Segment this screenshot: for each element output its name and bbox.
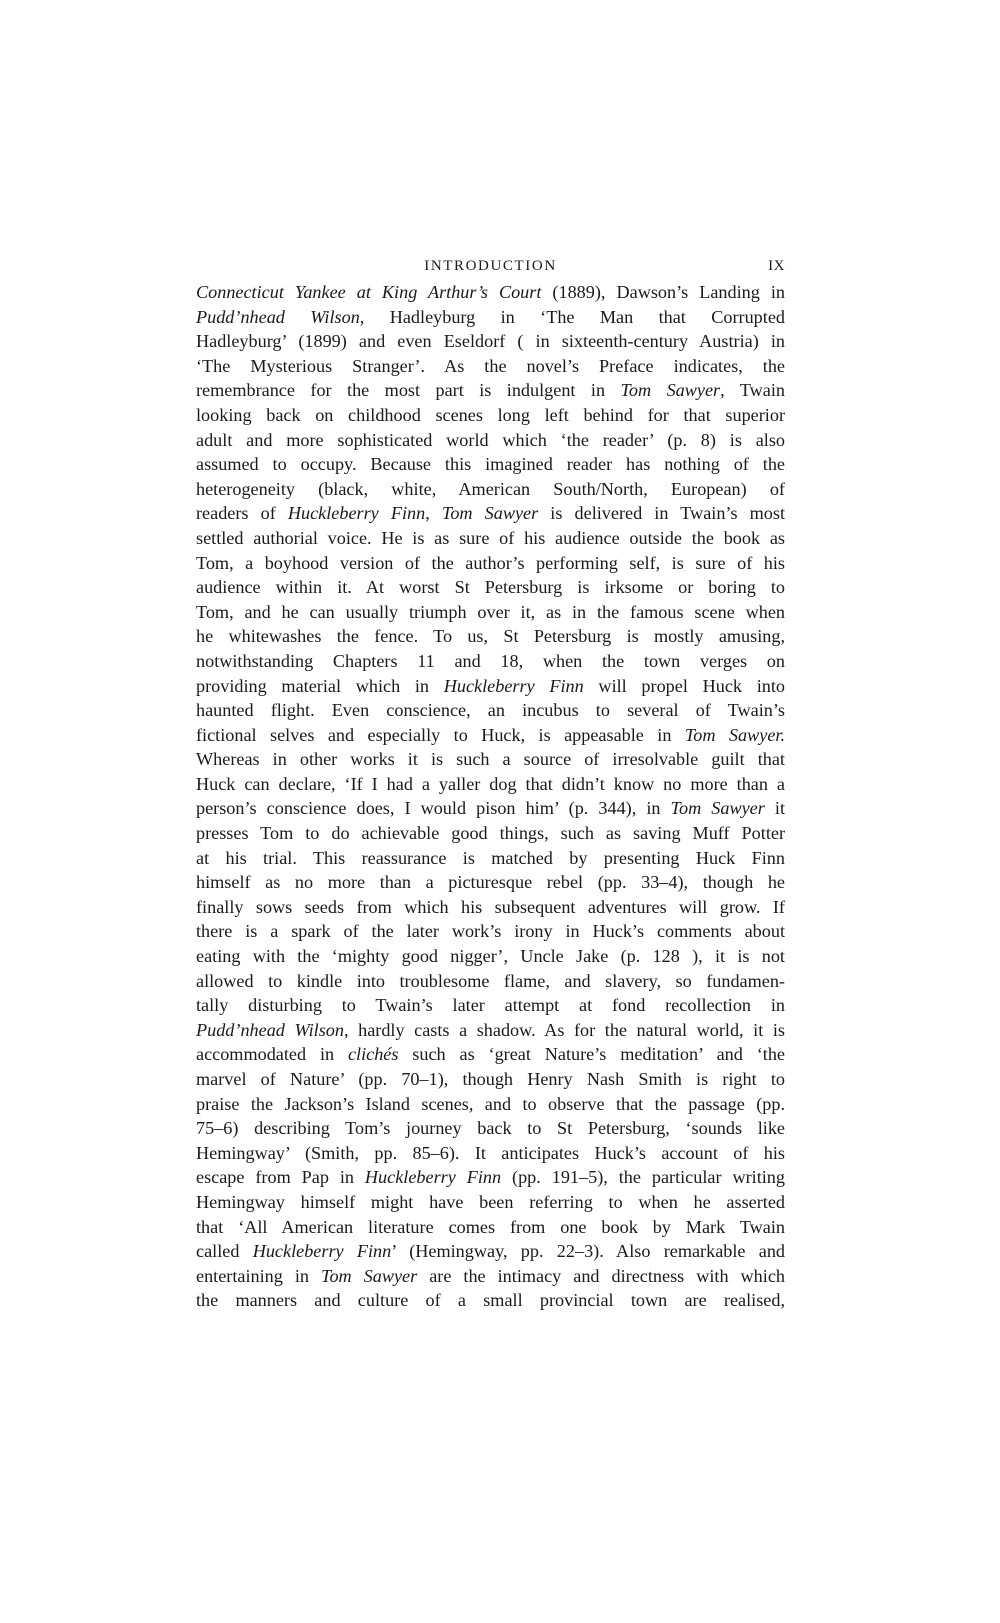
text-line bbox=[196, 428, 785, 453]
text-line bbox=[196, 526, 785, 551]
text-run: Hemingway himself might have been referring to when he asserted bbox=[196, 1191, 785, 1212]
text-line bbox=[196, 649, 785, 674]
italic-title-text: Huckleberry Finn bbox=[252, 1241, 392, 1262]
text-run: tally disturbing to Twain’s later attempt at fond recollection in bbox=[196, 995, 785, 1016]
text-line bbox=[196, 1092, 785, 1117]
italic-title-text: Huckleberry Finn bbox=[287, 503, 426, 524]
italic-title-text: Tom Sawyer bbox=[321, 1265, 418, 1286]
text-run: heterogeneity (black, white, American South/North, European) of bbox=[196, 478, 785, 499]
text-line bbox=[196, 870, 785, 895]
italic-title-text: Huckleberry Finn bbox=[443, 675, 584, 696]
text-line bbox=[196, 895, 785, 920]
text-run: entertaining in bbox=[196, 1265, 321, 1286]
italic-title-text: Tom Sawyer. bbox=[684, 724, 785, 745]
text-line bbox=[196, 1042, 785, 1067]
text-run: Hadleyburg’ (1899) and even Eseldorf ( in sixteenth-century Austria) in bbox=[196, 331, 785, 352]
text-run: , bbox=[425, 503, 442, 524]
text-run: , Hadleyburg in ‘The Man that Corrupted bbox=[359, 306, 785, 327]
text-line bbox=[196, 1288, 785, 1313]
text-line bbox=[196, 674, 785, 699]
page-number: IX bbox=[768, 258, 785, 274]
text-line bbox=[196, 919, 785, 944]
italic-title-text: Tom Sawyer bbox=[620, 380, 721, 401]
text-line bbox=[196, 846, 785, 871]
text-line bbox=[196, 1264, 785, 1289]
text-line bbox=[196, 575, 785, 600]
text-line bbox=[196, 403, 785, 428]
text-run: adult and more sophisticated world which ‘the reader’ (p. 8) is also bbox=[196, 429, 785, 450]
running-head bbox=[196, 258, 785, 280]
text-line bbox=[196, 969, 785, 994]
italic-title-text: Connecticut Yankee at King Arthur’s Court bbox=[196, 282, 542, 302]
text-run: , Twain bbox=[720, 380, 785, 401]
text-run: Tom, and he can usually triumph over it, as in the famous scene when bbox=[196, 601, 785, 622]
text-run: there is a spark of the later work’s irony in Huck’s comments about bbox=[196, 921, 785, 942]
text-run: praise the Jackson’s Island scenes, and to observe that the passage (pp. bbox=[196, 1093, 785, 1114]
text-line bbox=[196, 378, 785, 403]
text-line bbox=[196, 624, 785, 649]
body-text bbox=[196, 280, 785, 1313]
text-run: escape from Pap in bbox=[196, 1167, 365, 1188]
text-run: (1889), Dawson’s Landing in bbox=[541, 282, 785, 302]
text-line bbox=[196, 452, 785, 477]
text-run: is delivered in Twain’s most bbox=[538, 503, 785, 524]
text-run: looking back on childhood scenes long left behind for that superior bbox=[196, 404, 785, 425]
text-run: providing material which in bbox=[196, 675, 444, 696]
text-run: ’ (Hemingway, pp. 22–3). Also remarkable and bbox=[391, 1241, 785, 1262]
text-line bbox=[196, 329, 785, 354]
text-line bbox=[196, 305, 785, 330]
text-run: Whereas in other works it is such a source of irresolvable guilt that bbox=[196, 749, 785, 770]
text-line bbox=[196, 1141, 785, 1166]
text-run: Hemingway’ (Smith, pp. 85–6). It anticipates Huck’s account of his bbox=[196, 1142, 785, 1163]
text-run: readers of bbox=[196, 503, 288, 524]
italic-title-text: Tom Sawyer bbox=[441, 503, 539, 524]
text-line bbox=[196, 551, 785, 576]
text-line bbox=[196, 354, 785, 379]
text-run: 75–6) describing Tom’s journey back to St Petersburg, ‘sounds like bbox=[196, 1118, 785, 1139]
text-line bbox=[196, 1116, 785, 1141]
italic-title-text: Tom Sawyer bbox=[670, 798, 765, 819]
text-line bbox=[196, 280, 785, 305]
text-line bbox=[196, 1215, 785, 1240]
text-run: Tom, a boyhood version of the author’s performing self, is sure of his bbox=[196, 552, 785, 573]
text-run: , hardly casts a shadow. As for the natural world, it is bbox=[343, 1019, 785, 1040]
text-run: are the intimacy and directness with which bbox=[417, 1265, 785, 1286]
text-run: notwithstanding Chapters 11 and 18, when the town verges on bbox=[196, 650, 785, 671]
text-line bbox=[196, 1165, 785, 1190]
text-line bbox=[196, 944, 785, 969]
text-run: accommodated in bbox=[196, 1044, 348, 1065]
text-run: marvel of Nature’ (pp. 70–1), though Henry Nash Smith is right to bbox=[196, 1069, 785, 1089]
text-line bbox=[196, 477, 785, 502]
text-line bbox=[196, 747, 785, 772]
text-run: that ‘All American literature comes from one book by Mark Twain bbox=[196, 1216, 785, 1237]
text-run: person’s conscience does, I would pison him’ (p. 344), in bbox=[196, 798, 671, 819]
italic-title-text: Pudd’nhead Wilson bbox=[196, 1019, 344, 1040]
text-line bbox=[196, 600, 785, 625]
text-line bbox=[196, 1190, 785, 1215]
text-run: ‘The Mysterious Stranger’. As the novel’s Preface indicates, the bbox=[196, 355, 785, 376]
italic-title-text: clichés bbox=[347, 1044, 399, 1065]
text-line bbox=[196, 723, 785, 748]
text-run: the manners and culture of a small provincial town are realised, bbox=[196, 1290, 785, 1311]
text-line bbox=[196, 993, 785, 1018]
text-line bbox=[196, 501, 785, 526]
text-run: at his trial. This reassurance is matched by presenting Huck Finn bbox=[196, 847, 785, 868]
book-page bbox=[196, 258, 785, 1313]
text-line bbox=[196, 796, 785, 821]
text-line bbox=[196, 1067, 785, 1092]
italic-title-text: Pudd’nhead Wilson bbox=[196, 306, 360, 327]
text-run: it bbox=[764, 798, 785, 819]
text-run: haunted flight. Even conscience, an incubus to several of Twain’s bbox=[196, 700, 785, 721]
text-run: audience within it. At worst St Petersburg is irksome or boring to bbox=[196, 577, 785, 598]
text-line bbox=[196, 772, 785, 797]
text-line bbox=[196, 821, 785, 846]
text-run: remembrance for the most part is indulgent in bbox=[196, 380, 621, 401]
text-run: such as ‘great Nature’s meditation’ and ‘the bbox=[398, 1044, 785, 1065]
text-run: called bbox=[196, 1241, 253, 1262]
text-run: presses Tom to do achievable good things, such as saving Muff Potter bbox=[196, 823, 785, 844]
text-run: finally sows seeds from which his subsequent adventures will grow. If bbox=[196, 896, 785, 917]
text-run: (pp. 191–5), the particular writing bbox=[501, 1167, 785, 1188]
text-run: will propel Huck into bbox=[583, 675, 785, 696]
text-run: eating with the ‘mighty good nigger’, Uncle Jake (p. 128 ), it is not bbox=[196, 946, 785, 967]
text-line bbox=[196, 698, 785, 723]
text-run: assumed to occupy. Because this imagined reader has nothing of the bbox=[196, 454, 785, 475]
running-title: INTRODUCTION bbox=[424, 258, 557, 274]
text-run: settled authorial voice. He is as sure of his audience outside the book as bbox=[196, 527, 785, 548]
text-run: himself as no more than a picturesque rebel (pp. 33–4), though he bbox=[196, 872, 785, 893]
text-run: allowed to kindle into troublesome flame, and slavery, so fundamen- bbox=[196, 970, 785, 991]
text-line bbox=[196, 1018, 785, 1043]
text-line bbox=[196, 1239, 785, 1264]
text-run: he whitewashes the fence. To us, St Petersburg is mostly amusing, bbox=[196, 626, 785, 647]
text-run: Huck can declare, ‘If I had a yaller dog that didn’t know no more than a bbox=[196, 773, 785, 794]
italic-title-text: Huckleberry Finn bbox=[364, 1167, 502, 1188]
text-run: fictional selves and especially to Huck, is appeasable in bbox=[196, 724, 685, 745]
